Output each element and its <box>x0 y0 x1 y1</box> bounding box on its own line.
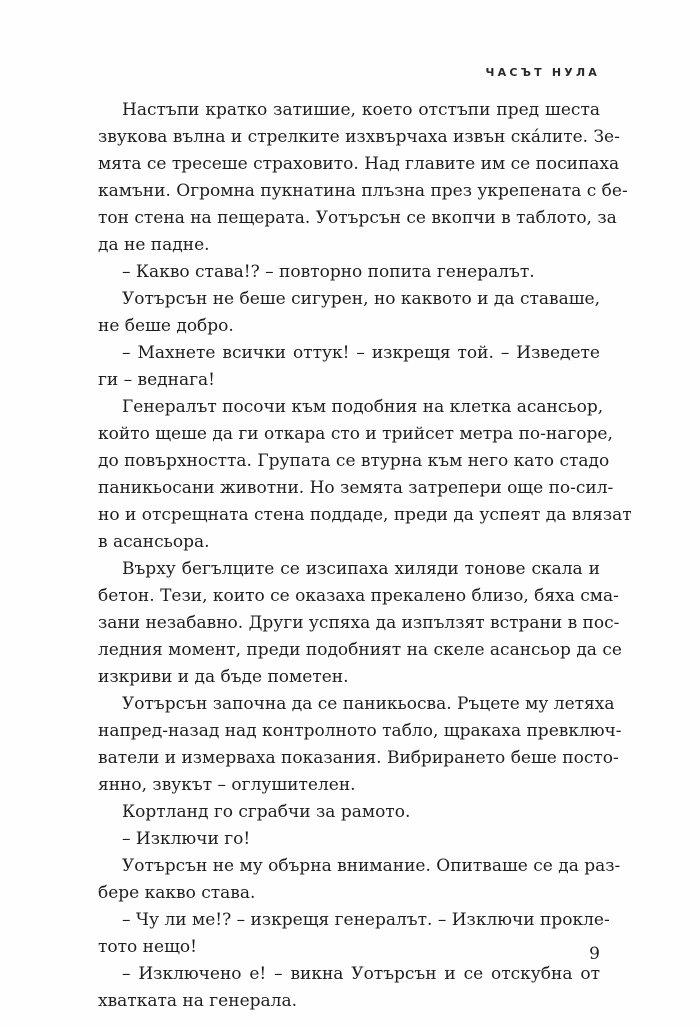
text-line: Кортланд го сграбчи за рамото. <box>122 802 411 822</box>
text-line: но и отсрещната стена поддаде, преди да успеят да влязат <box>98 505 632 525</box>
text-line: Настъпи кратко затишие, което отстъпи пред шеста <box>122 100 600 120</box>
text-line: звукова вълна и стрелките изхвърчаха извън ска́лите. Зе- <box>98 127 620 147</box>
text-line: изкриви и да бъде пометен. <box>98 667 349 687</box>
text-line: тон стена на пещерата. Уотърсън се вкопчи в таблото, за <box>98 208 617 228</box>
running-head: ЧАСЪТ НУЛА <box>485 66 600 79</box>
text-line: Генералът посочи към подобния на клетка асансьор, <box>122 397 604 417</box>
text-line: камъни. Огромна пукнатина плъзна през укрепената с бе- <box>98 181 628 201</box>
text-line: който щеше да ги откара сто и трийсет метра по-нагоре, <box>98 424 613 444</box>
text-line: – Какво става!? – повторно попита генералът. <box>122 262 535 282</box>
text-line: мята се тресеше страховито. Над главите им се посипаха <box>98 154 620 174</box>
text-line: – Махнете всички оттук! – изкрещя той. – Изведете <box>122 343 600 363</box>
text-line: до повърхността. Групата се втурна към него като стадо <box>98 451 610 471</box>
text-line: Уотърсън не беше сигурен, но каквото и да ставаше, <box>122 289 600 309</box>
text-line: – Чу ли ме!? – изкрещя генералът. – Изключи прокле- <box>122 910 610 930</box>
text-line: – Изключено е! – викна Уотърсън и се отскубна от <box>122 964 600 984</box>
text-line: тото нещо! <box>98 937 197 957</box>
text-line: ледния момент, преди подобният на скеле асансьор да се <box>98 640 622 660</box>
text-line: хватката на генерала. <box>98 991 297 1011</box>
text-line: бетон. Тези, които се оказаха прекалено близо, бяха сма- <box>98 586 619 606</box>
text-line: Уотърсън започна да се паникьосва. Ръцете му летяха <box>122 694 615 714</box>
page-number: 9 <box>589 944 600 964</box>
text-line: ватели и измерваха показания. Вибрирането беше посто- <box>98 748 619 768</box>
text-line: янно, звукът – оглушителен. <box>98 775 356 795</box>
text-line: – Изключи го! <box>122 829 251 849</box>
text-line: да не падне. <box>98 235 210 255</box>
text-line: Уотърсън не му обърна внимание. Опитваше се да раз- <box>122 856 621 876</box>
text-line: Върху бегълците се изсипаха хиляди тонове скала и <box>122 559 600 579</box>
body-text <box>98 97 632 1015</box>
text-line: напред-назад над контролното табло, щракаха превключ- <box>98 721 622 741</box>
text-line: паникьосани животни. Но земята затрепери още по-сил- <box>98 478 614 498</box>
text-line: зани незабавно. Други успяха да изпълзят встрани в пос- <box>98 613 620 633</box>
text-line: ги – веднага! <box>98 370 215 390</box>
text-line: в асансьора. <box>98 532 210 552</box>
text-line: не беше добро. <box>98 316 234 336</box>
text-line: бере какво става. <box>98 883 256 903</box>
